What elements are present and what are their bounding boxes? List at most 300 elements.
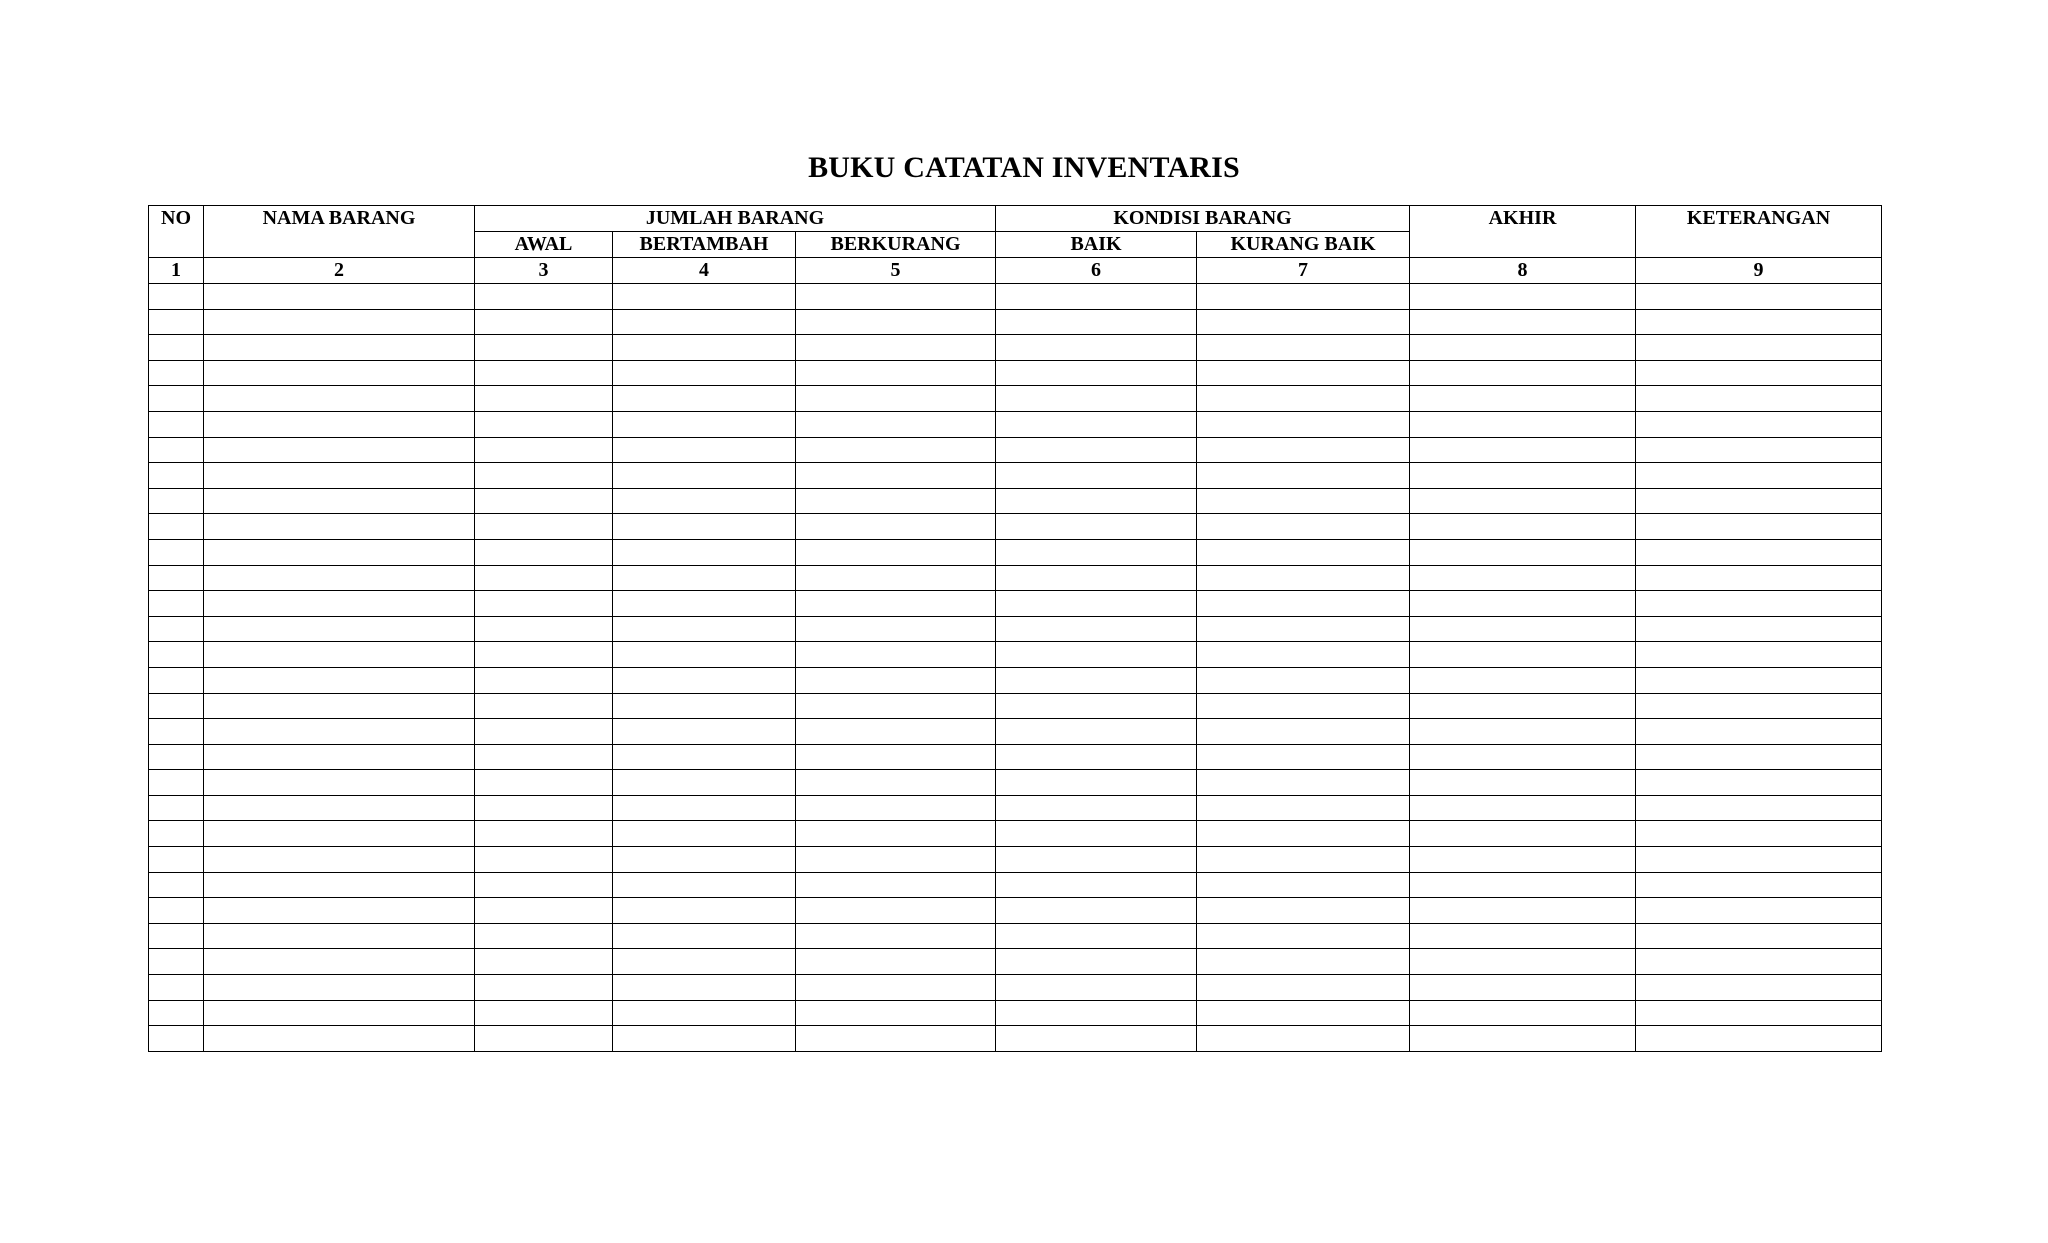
table-cell bbox=[796, 309, 996, 335]
table-cell bbox=[204, 411, 475, 437]
table-cell bbox=[204, 386, 475, 412]
table-cell bbox=[204, 514, 475, 540]
table-row bbox=[149, 1000, 1882, 1026]
table-cell bbox=[475, 411, 613, 437]
table-cell bbox=[149, 360, 204, 386]
column-number: 4 bbox=[613, 258, 796, 284]
table-row bbox=[149, 1026, 1882, 1052]
table-cell bbox=[1410, 335, 1636, 361]
table-cell bbox=[796, 539, 996, 565]
table-cell bbox=[475, 437, 613, 463]
table-cell bbox=[1197, 872, 1410, 898]
table-row bbox=[149, 949, 1882, 975]
table-cell bbox=[996, 693, 1197, 719]
table-cell bbox=[996, 770, 1197, 796]
table-cell bbox=[149, 437, 204, 463]
table-cell bbox=[1410, 539, 1636, 565]
table-cell bbox=[204, 437, 475, 463]
table-cell bbox=[1636, 616, 1882, 642]
table-cell bbox=[204, 872, 475, 898]
table-cell bbox=[613, 693, 796, 719]
table-cell bbox=[149, 975, 204, 1001]
table-cell bbox=[996, 795, 1197, 821]
table-cell bbox=[204, 770, 475, 796]
table-cell bbox=[1636, 591, 1882, 617]
table-row bbox=[149, 335, 1882, 361]
table-cell bbox=[1636, 1026, 1882, 1052]
table-cell bbox=[796, 411, 996, 437]
header-keterangan: KETERANGAN bbox=[1636, 206, 1882, 258]
table-cell bbox=[1410, 463, 1636, 489]
table-cell bbox=[1410, 437, 1636, 463]
table-cell bbox=[204, 284, 475, 310]
table-cell bbox=[1197, 591, 1410, 617]
table-cell bbox=[1636, 770, 1882, 796]
table-cell bbox=[796, 386, 996, 412]
table-cell bbox=[149, 847, 204, 873]
table-cell bbox=[1636, 693, 1882, 719]
table-cell bbox=[149, 949, 204, 975]
table-cell bbox=[996, 284, 1197, 310]
table-row bbox=[149, 386, 1882, 412]
table-cell bbox=[204, 616, 475, 642]
table-cell bbox=[1410, 719, 1636, 745]
table-cell bbox=[204, 1000, 475, 1026]
table-cell bbox=[613, 539, 796, 565]
table-cell bbox=[996, 360, 1197, 386]
table-cell bbox=[1197, 488, 1410, 514]
table-row bbox=[149, 667, 1882, 693]
table-cell bbox=[149, 821, 204, 847]
table-cell bbox=[613, 463, 796, 489]
table-row bbox=[149, 309, 1882, 335]
table-cell bbox=[149, 488, 204, 514]
table-cell bbox=[1636, 898, 1882, 924]
table-row bbox=[149, 975, 1882, 1001]
table-cell bbox=[613, 975, 796, 1001]
table-cell bbox=[996, 488, 1197, 514]
inventory-table-body bbox=[149, 284, 1882, 1052]
column-number: 3 bbox=[475, 258, 613, 284]
table-cell bbox=[996, 667, 1197, 693]
column-number: 7 bbox=[1197, 258, 1410, 284]
table-cell bbox=[1197, 1026, 1410, 1052]
table-cell bbox=[204, 1026, 475, 1052]
table-cell bbox=[1636, 386, 1882, 412]
table-cell bbox=[996, 898, 1197, 924]
table-cell bbox=[204, 719, 475, 745]
header-akhir: AKHIR bbox=[1410, 206, 1636, 258]
table-cell bbox=[204, 693, 475, 719]
table-cell bbox=[204, 360, 475, 386]
table-row bbox=[149, 437, 1882, 463]
table-row bbox=[149, 591, 1882, 617]
column-number-row bbox=[149, 258, 1882, 284]
table-cell bbox=[796, 1000, 996, 1026]
table-row bbox=[149, 719, 1882, 745]
table-cell bbox=[475, 949, 613, 975]
table-cell bbox=[1410, 565, 1636, 591]
table-cell bbox=[796, 1026, 996, 1052]
table-cell bbox=[613, 795, 796, 821]
header-nama-barang: NAMA BARANG bbox=[204, 206, 475, 258]
table-cell bbox=[1197, 949, 1410, 975]
table-cell bbox=[204, 667, 475, 693]
table-cell bbox=[475, 539, 613, 565]
table-cell bbox=[996, 872, 1197, 898]
table-cell bbox=[1410, 616, 1636, 642]
table-cell bbox=[475, 1000, 613, 1026]
table-cell bbox=[1197, 463, 1410, 489]
subheader-awal: AWAL bbox=[475, 232, 613, 258]
table-cell bbox=[149, 898, 204, 924]
table-cell bbox=[149, 335, 204, 361]
table-cell bbox=[1197, 744, 1410, 770]
table-cell bbox=[149, 770, 204, 796]
table-cell bbox=[796, 795, 996, 821]
table-cell bbox=[1197, 411, 1410, 437]
header-jumlah-barang: JUMLAH BARANG bbox=[475, 206, 996, 232]
column-number: 1 bbox=[149, 258, 204, 284]
table-cell bbox=[996, 1026, 1197, 1052]
table-cell bbox=[996, 949, 1197, 975]
table-cell bbox=[475, 975, 613, 1001]
header-row-main bbox=[149, 206, 1882, 232]
table-cell bbox=[796, 488, 996, 514]
table-cell bbox=[1636, 437, 1882, 463]
table-cell bbox=[1636, 872, 1882, 898]
table-cell bbox=[996, 975, 1197, 1001]
table-cell bbox=[613, 667, 796, 693]
column-number: 6 bbox=[996, 258, 1197, 284]
table-cell bbox=[149, 667, 204, 693]
table-cell bbox=[796, 642, 996, 668]
table-cell bbox=[613, 898, 796, 924]
table-cell bbox=[1197, 616, 1410, 642]
table-row bbox=[149, 514, 1882, 540]
header-kondisi-barang: KONDISI BARANG bbox=[996, 206, 1410, 232]
table-row bbox=[149, 770, 1882, 796]
table-cell bbox=[1636, 642, 1882, 668]
table-cell bbox=[1197, 719, 1410, 745]
table-cell bbox=[796, 975, 996, 1001]
table-cell bbox=[613, 770, 796, 796]
table-cell bbox=[796, 284, 996, 310]
table-cell bbox=[1410, 744, 1636, 770]
table-row bbox=[149, 744, 1882, 770]
table-cell bbox=[1410, 591, 1636, 617]
table-cell bbox=[613, 642, 796, 668]
table-cell bbox=[1410, 309, 1636, 335]
table-cell bbox=[475, 642, 613, 668]
table-cell bbox=[204, 923, 475, 949]
table-cell bbox=[149, 1026, 204, 1052]
table-cell bbox=[613, 821, 796, 847]
table-row bbox=[149, 539, 1882, 565]
table-cell bbox=[613, 847, 796, 873]
table-cell bbox=[1410, 847, 1636, 873]
table-cell bbox=[149, 565, 204, 591]
table-cell bbox=[1636, 923, 1882, 949]
table-cell bbox=[475, 386, 613, 412]
table-cell bbox=[1636, 488, 1882, 514]
table-cell bbox=[149, 719, 204, 745]
table-cell bbox=[475, 309, 613, 335]
table-cell bbox=[613, 591, 796, 617]
table-cell bbox=[796, 667, 996, 693]
table-cell bbox=[1197, 335, 1410, 361]
table-cell bbox=[796, 744, 996, 770]
table-cell bbox=[204, 309, 475, 335]
table-row bbox=[149, 923, 1882, 949]
table-cell bbox=[475, 463, 613, 489]
table-cell bbox=[996, 463, 1197, 489]
table-cell bbox=[796, 898, 996, 924]
table-cell bbox=[1197, 565, 1410, 591]
table-cell bbox=[1197, 898, 1410, 924]
table-cell bbox=[1636, 1000, 1882, 1026]
table-cell bbox=[613, 386, 796, 412]
table-cell bbox=[149, 616, 204, 642]
table-cell bbox=[796, 360, 996, 386]
table-cell bbox=[996, 1000, 1197, 1026]
table-cell bbox=[475, 821, 613, 847]
table-cell bbox=[204, 539, 475, 565]
table-cell bbox=[475, 847, 613, 873]
table-cell bbox=[475, 693, 613, 719]
table-cell bbox=[204, 565, 475, 591]
table-cell bbox=[996, 437, 1197, 463]
table-cell bbox=[796, 591, 996, 617]
table-cell bbox=[1197, 923, 1410, 949]
table-cell bbox=[1410, 693, 1636, 719]
table-cell bbox=[149, 539, 204, 565]
table-row bbox=[149, 360, 1882, 386]
table-cell bbox=[796, 463, 996, 489]
table-cell bbox=[149, 463, 204, 489]
table-cell bbox=[996, 386, 1197, 412]
table-cell bbox=[475, 514, 613, 540]
table-cell bbox=[149, 744, 204, 770]
table-row bbox=[149, 642, 1882, 668]
table-cell bbox=[1636, 335, 1882, 361]
table-cell bbox=[613, 744, 796, 770]
table-cell bbox=[1197, 386, 1410, 412]
header-no: NO bbox=[149, 206, 204, 258]
table-cell bbox=[1197, 795, 1410, 821]
table-cell bbox=[1636, 975, 1882, 1001]
table-cell bbox=[1410, 975, 1636, 1001]
table-cell bbox=[149, 795, 204, 821]
table-cell bbox=[796, 949, 996, 975]
table-cell bbox=[475, 284, 613, 310]
table-cell bbox=[1636, 539, 1882, 565]
table-cell bbox=[1636, 514, 1882, 540]
table-row bbox=[149, 616, 1882, 642]
table-cell bbox=[149, 693, 204, 719]
table-cell bbox=[1410, 923, 1636, 949]
table-cell bbox=[996, 821, 1197, 847]
column-number: 9 bbox=[1636, 258, 1882, 284]
table-cell bbox=[149, 923, 204, 949]
page-title: BUKU CATATAN INVENTARIS bbox=[808, 151, 1240, 184]
table-cell bbox=[204, 591, 475, 617]
column-number: 2 bbox=[204, 258, 475, 284]
table-cell bbox=[613, 437, 796, 463]
table-cell bbox=[475, 872, 613, 898]
table-cell bbox=[1410, 872, 1636, 898]
table-cell bbox=[996, 744, 1197, 770]
table-cell bbox=[149, 514, 204, 540]
table-cell bbox=[1197, 284, 1410, 310]
table-cell bbox=[613, 1026, 796, 1052]
table-cell bbox=[475, 565, 613, 591]
table-cell bbox=[1636, 821, 1882, 847]
subheader-kurang-baik: KURANG BAIK bbox=[1197, 232, 1410, 258]
table-cell bbox=[996, 719, 1197, 745]
table-cell bbox=[796, 923, 996, 949]
table-cell bbox=[204, 847, 475, 873]
table-cell bbox=[1197, 847, 1410, 873]
table-cell bbox=[475, 360, 613, 386]
table-cell bbox=[1636, 565, 1882, 591]
table-cell bbox=[796, 514, 996, 540]
table-cell bbox=[149, 386, 204, 412]
table-cell bbox=[796, 335, 996, 361]
table-row bbox=[149, 872, 1882, 898]
table-row bbox=[149, 411, 1882, 437]
table-cell bbox=[1410, 770, 1636, 796]
table-cell bbox=[1410, 667, 1636, 693]
table-cell bbox=[1636, 949, 1882, 975]
table-cell bbox=[1636, 667, 1882, 693]
table-cell bbox=[1197, 437, 1410, 463]
table-cell bbox=[149, 411, 204, 437]
table-cell bbox=[613, 1000, 796, 1026]
table-cell bbox=[996, 411, 1197, 437]
table-cell bbox=[1636, 719, 1882, 745]
inventory-table bbox=[148, 205, 1882, 1052]
table-cell bbox=[796, 565, 996, 591]
table-cell bbox=[796, 437, 996, 463]
table-cell bbox=[1636, 847, 1882, 873]
table-cell bbox=[204, 488, 475, 514]
table-cell bbox=[1197, 1000, 1410, 1026]
table-cell bbox=[796, 693, 996, 719]
table-row bbox=[149, 693, 1882, 719]
table-cell bbox=[1410, 514, 1636, 540]
table-cell bbox=[996, 642, 1197, 668]
table-cell bbox=[996, 335, 1197, 361]
table-cell bbox=[1197, 360, 1410, 386]
table-cell bbox=[1197, 821, 1410, 847]
table-cell bbox=[1197, 693, 1410, 719]
column-number: 5 bbox=[796, 258, 996, 284]
table-row bbox=[149, 565, 1882, 591]
table-cell bbox=[613, 719, 796, 745]
table-cell bbox=[475, 898, 613, 924]
table-cell bbox=[996, 847, 1197, 873]
table-cell bbox=[1197, 770, 1410, 796]
table-cell bbox=[204, 744, 475, 770]
table-cell bbox=[204, 975, 475, 1001]
table-cell bbox=[1410, 795, 1636, 821]
table-row bbox=[149, 795, 1882, 821]
table-cell bbox=[613, 565, 796, 591]
table-cell bbox=[996, 514, 1197, 540]
table-cell bbox=[1410, 898, 1636, 924]
table-cell bbox=[613, 488, 796, 514]
table-cell bbox=[613, 335, 796, 361]
table-row bbox=[149, 898, 1882, 924]
table-cell bbox=[204, 463, 475, 489]
table-cell bbox=[796, 770, 996, 796]
table-cell bbox=[475, 616, 613, 642]
table-cell bbox=[996, 565, 1197, 591]
table-cell bbox=[475, 591, 613, 617]
table-cell bbox=[149, 309, 204, 335]
table-cell bbox=[149, 872, 204, 898]
table-cell bbox=[1410, 642, 1636, 668]
table-cell bbox=[1410, 821, 1636, 847]
table-cell bbox=[1410, 386, 1636, 412]
table-cell bbox=[1410, 488, 1636, 514]
table-row bbox=[149, 284, 1882, 310]
table-cell bbox=[1197, 975, 1410, 1001]
table-cell bbox=[1410, 360, 1636, 386]
table-cell bbox=[204, 642, 475, 668]
table-cell bbox=[796, 719, 996, 745]
table-cell bbox=[613, 411, 796, 437]
table-cell bbox=[1410, 284, 1636, 310]
table-cell bbox=[1410, 1000, 1636, 1026]
table-cell bbox=[996, 616, 1197, 642]
table-cell bbox=[613, 872, 796, 898]
column-number: 8 bbox=[1410, 258, 1636, 284]
table-cell bbox=[1197, 539, 1410, 565]
table-cell bbox=[1636, 795, 1882, 821]
table-cell bbox=[149, 591, 204, 617]
table-cell bbox=[613, 949, 796, 975]
subheader-bertambah: BERTAMBAH bbox=[613, 232, 796, 258]
table-row bbox=[149, 847, 1882, 873]
table-cell bbox=[1636, 744, 1882, 770]
table-cell bbox=[796, 872, 996, 898]
table-cell bbox=[149, 284, 204, 310]
table-cell bbox=[1636, 284, 1882, 310]
table-cell bbox=[796, 616, 996, 642]
table-cell bbox=[613, 360, 796, 386]
table-cell bbox=[475, 770, 613, 796]
table-cell bbox=[475, 795, 613, 821]
table-cell bbox=[1410, 1026, 1636, 1052]
table-row bbox=[149, 463, 1882, 489]
table-cell bbox=[1410, 411, 1636, 437]
table-cell bbox=[1197, 642, 1410, 668]
table-cell bbox=[1636, 309, 1882, 335]
table-cell bbox=[204, 335, 475, 361]
table-cell bbox=[204, 795, 475, 821]
table-cell bbox=[475, 488, 613, 514]
table-cell bbox=[796, 847, 996, 873]
table-cell bbox=[204, 898, 475, 924]
table-cell bbox=[475, 667, 613, 693]
table-cell bbox=[149, 1000, 204, 1026]
table-cell bbox=[613, 923, 796, 949]
table-cell bbox=[996, 591, 1197, 617]
subheader-baik: BAIK bbox=[996, 232, 1197, 258]
table-cell bbox=[1197, 667, 1410, 693]
